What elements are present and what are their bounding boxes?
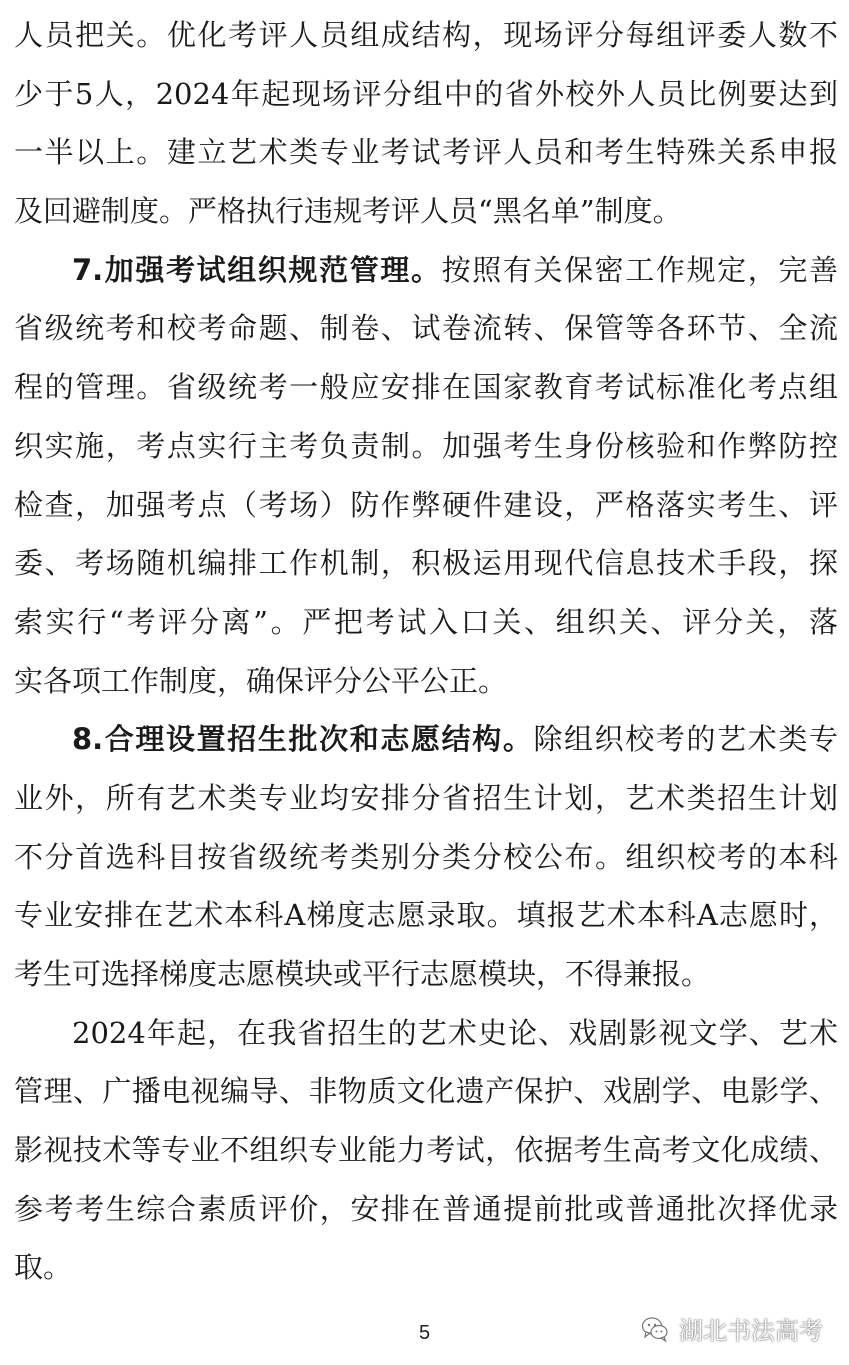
page-number: 5 bbox=[418, 1322, 431, 1344]
text-line: 人员把关。优化考评人员组成结构，现场评分每组评委人数不 bbox=[14, 18, 838, 52]
section-heading-7: 7.加强考试组织规范管理。 bbox=[72, 252, 442, 287]
text-line: 专业安排在艺术本科A梯度志愿录取。填报艺术本科A志愿时， bbox=[14, 898, 838, 933]
text-line: 索实行“考评分离”。严把考试入口关、组织关、评分关，落 bbox=[14, 604, 838, 639]
text-line: 少于5人，2024年起现场评分组中的省外校外人员比例要达到 bbox=[14, 76, 838, 111]
text-line: 不分首选科目按省级统考类别分类分校公布。组织校考的本科 bbox=[14, 839, 838, 874]
text-line: 程的管理。省级统考一般应安排在国家教育考试标准化考点组 bbox=[14, 370, 838, 405]
section-heading-8: 8.合理设置招生批次和志愿结构。 bbox=[72, 722, 534, 757]
text-line: 管理、广播电视编导、非物质文化遗产保护、戏剧学、电影学、 bbox=[14, 1074, 838, 1109]
text-line: 业外，所有艺术类专业均安排分省招生计划，艺术类招生计划 bbox=[14, 780, 838, 815]
section-heading-line: 7.加强考试组织规范管理。按照有关保密工作规定，完善 bbox=[72, 252, 838, 287]
section-heading-line: 8.合理设置招生批次和志愿结构。除组织校考的艺术类专 bbox=[72, 722, 838, 757]
document-body bbox=[14, 6, 838, 1297]
text-line: 参考考生综合素质评价，安排在普通提前批或普通批次择优录 bbox=[14, 1191, 838, 1226]
text-line: 考生可选择梯度志愿模块或平行志愿模块，不得兼报。 bbox=[14, 957, 711, 991]
watermark bbox=[641, 1311, 823, 1346]
text-line: 委、考场随机编排工作机制，积极运用现代信息技术手段，探 bbox=[14, 546, 838, 581]
wechat-icon bbox=[641, 1315, 669, 1343]
watermark-text: 湖北书法高考 bbox=[679, 1317, 823, 1345]
text-line: 取。 bbox=[14, 1250, 73, 1285]
text-line: 省级统考和校考命题、制卷、试卷流转、保管等各环节、全流 bbox=[14, 311, 838, 346]
text-line: 一半以上。建立艺术类专业考试考评人员和考生特殊关系申报 bbox=[14, 135, 838, 170]
text-line: 检查，加强考点（考场）防作弊硬件建设，严格落实考生、评 bbox=[14, 487, 838, 522]
paragraph-start-line: 2024年起，在我省招生的艺术史论、戏剧影视文学、艺术 bbox=[72, 1015, 838, 1050]
text-line: 影视技术等专业不组织专业能力考试，依据考生高考文化成绩、 bbox=[14, 1133, 838, 1168]
text-line: 及回避制度。严格执行违规考评人员“黑名单”制度。 bbox=[14, 194, 682, 229]
text-line: 实各项工作制度，确保评分公平公正。 bbox=[14, 663, 508, 698]
text-line: 织实施，考点实行主考负责制。加强考生身份核验和作弊防控 bbox=[14, 428, 838, 463]
